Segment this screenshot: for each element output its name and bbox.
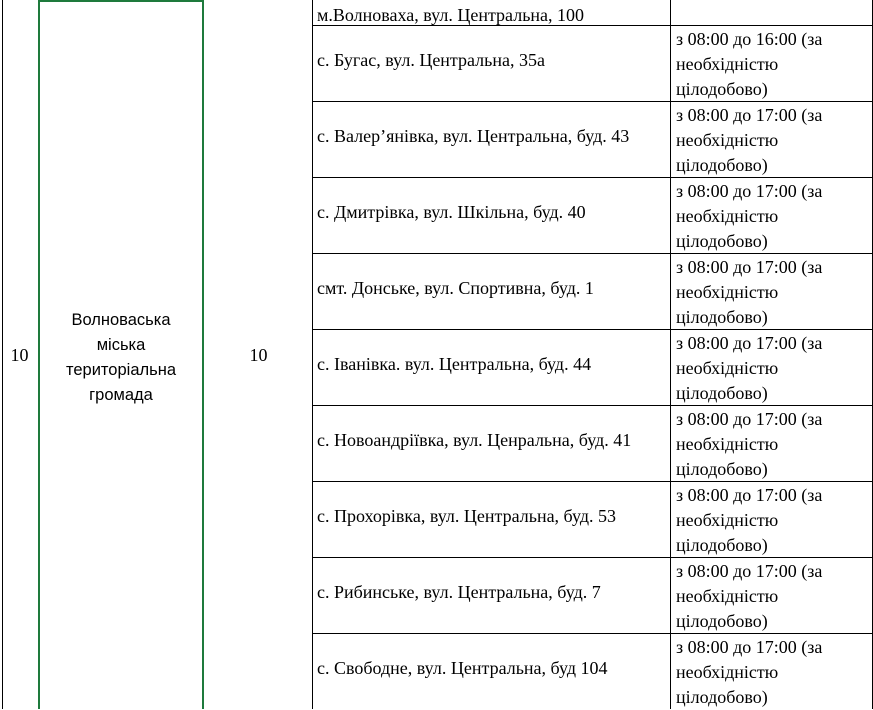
row-divider	[312, 253, 873, 254]
location-hours	[676, 27, 872, 102]
location-hours	[676, 103, 872, 178]
community-name	[40, 308, 202, 408]
location-address: с. Бугас, вул. Центральна, 35а	[317, 50, 545, 70]
hours-line: необхідністю	[676, 282, 779, 302]
location-address: с. Дмитрівка, вул. Шкільна, буд. 40	[317, 202, 586, 222]
community-name-line: міська	[96, 336, 146, 354]
hours-line: необхідністю	[676, 434, 779, 454]
location-hours	[676, 255, 872, 330]
hours-line: з 08:00 до 17:00 (за	[676, 485, 823, 505]
community-name-line: громада	[89, 386, 153, 404]
hours-line: з 08:00 до 17:00 (за	[676, 333, 823, 353]
hours-line: цілодобово)	[676, 535, 768, 555]
row-divider	[312, 329, 873, 330]
hours-line: з 08:00 до 17:00 (за	[676, 181, 823, 201]
row-divider	[312, 405, 873, 406]
location-address: с. Прохорівка, вул. Центральна, буд. 53	[317, 506, 617, 526]
hours-line: з 08:00 до 17:00 (за	[676, 637, 823, 657]
hours-line: з 08:00 до 16:00 (за	[676, 29, 823, 49]
hours-line: необхідністю	[676, 206, 779, 226]
hours-line: цілодобово)	[676, 383, 768, 403]
hours-line: цілодобово)	[676, 307, 768, 327]
row-divider	[312, 557, 873, 558]
community-name-line: територіальна	[65, 361, 177, 379]
hours-line: з 08:00 до 17:00 (за	[676, 409, 823, 429]
location-address: с. Іванівка. вул. Центральна, буд. 44	[317, 354, 592, 374]
location-hours	[676, 559, 872, 634]
hours-line: цілодобово)	[676, 459, 768, 479]
location-address: с. Валер’янівка, вул. Центральна, буд. 43	[317, 126, 630, 146]
location-address: с. Свободне, вул. Центральна, буд 104	[317, 658, 608, 678]
row-divider	[312, 177, 873, 178]
location-address: с. Рибинське, вул. Центральна, буд. 7	[317, 582, 601, 602]
hours-line: цілодобово)	[676, 687, 768, 707]
hours-line: цілодобово)	[676, 231, 768, 251]
location-hours	[676, 483, 872, 558]
location-address: смт. Донське, вул. Спортивна, буд. 1	[317, 278, 594, 298]
hours-line: з 08:00 до 17:00 (за	[676, 561, 823, 581]
location-hours	[676, 331, 872, 406]
row-divider	[312, 481, 873, 482]
grid-line	[312, 0, 313, 709]
hours-line: цілодобово)	[676, 611, 768, 631]
location-count: 10	[249, 345, 268, 365]
hours-line: цілодобово)	[676, 155, 768, 175]
location-address: с. Новоандріївка, вул. Ценральна, буд. 41	[317, 430, 632, 450]
row-divider	[312, 101, 873, 102]
hours-line: необхідністю	[676, 510, 779, 530]
hours-line: необхідністю	[676, 586, 779, 606]
hours-line: необхідністю	[676, 662, 779, 682]
row-divider	[312, 25, 873, 26]
row-number: 10	[10, 345, 29, 365]
hours-line: з 08:00 до 17:00 (за	[676, 257, 823, 277]
hours-line: необхідністю	[676, 130, 779, 150]
hours-line: необхідністю	[676, 358, 779, 378]
location-hours	[676, 179, 872, 254]
grid-line	[670, 0, 671, 709]
hours-line: з 08:00 до 17:00 (за	[676, 105, 823, 125]
location-hours	[676, 407, 872, 482]
hours-line: необхідністю	[676, 54, 779, 74]
community-name-line: Волноваська	[71, 311, 171, 329]
location-address: м.Волноваха, вул. Центральна, 100	[317, 5, 585, 25]
hours-line: цілодобово)	[676, 79, 768, 99]
location-hours	[676, 635, 872, 710]
row-divider	[312, 633, 873, 634]
